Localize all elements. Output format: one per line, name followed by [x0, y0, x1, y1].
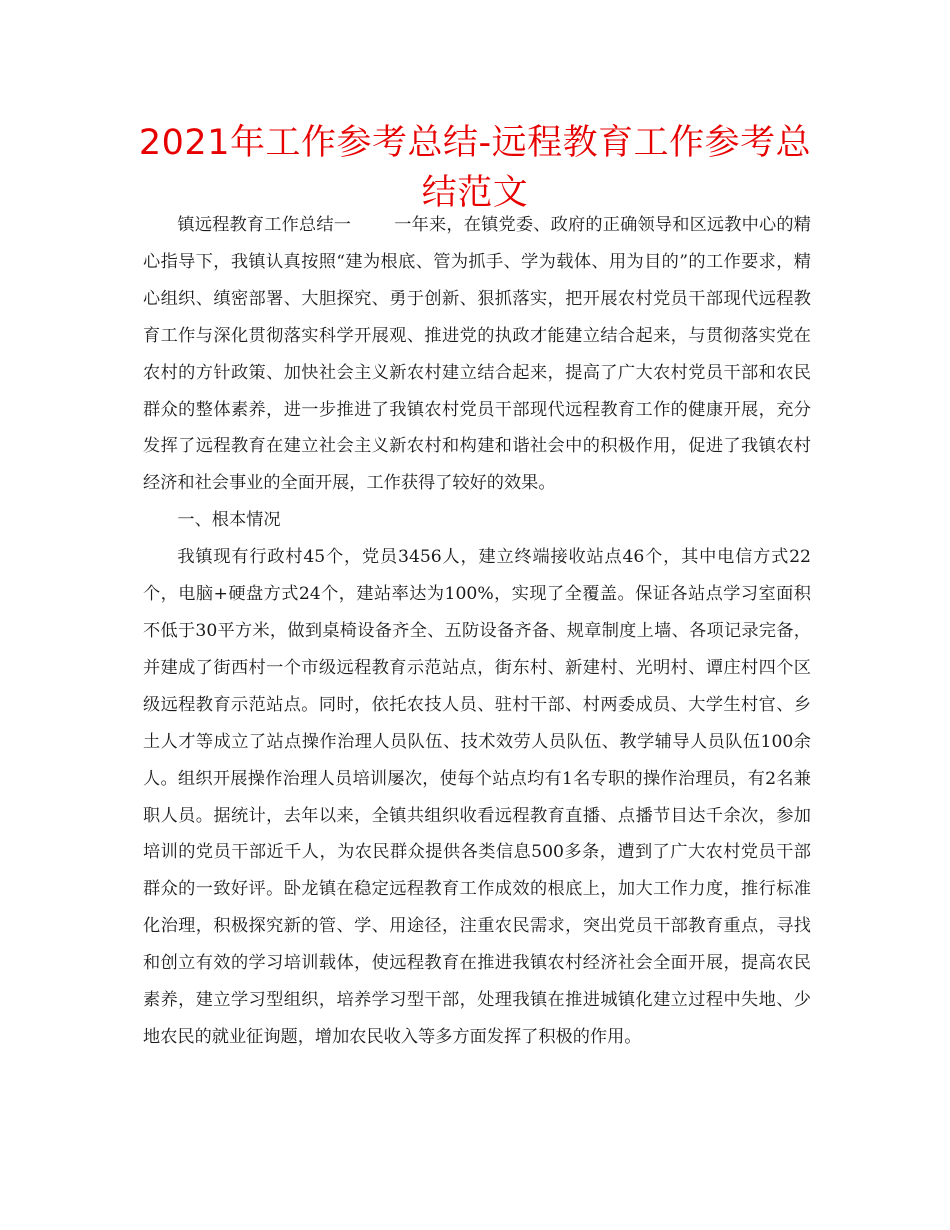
intro-paragraph [143, 207, 811, 502]
section-heading: 一、根本情况 [177, 510, 281, 531]
section-paragraph: 我镇现有行政村45个，党员3456人，建立终端接收站点46个，其中电信方式22个，电脑+硬盘方式24个，建站率达为100%，实现了全覆盖。保证各站点学习室面积不低于30平方米，做到桌椅设备齐全、五防设备齐备、规章制度上墙、各项记录完备，并建成了街西村一个市级远程教育示范站点，街东村、新建村、光明村、谭庄村四个区级远程教育示范站点。同时，依托农技人员、驻村干部、村两委成员、大学生村官、乡土人才等成立了站点操作治理人员队伍、技术效劳人员队伍、教学辅导人员队伍100余人。组织开展操作治理人员培训屡次，使每个站点均有1名专职的操作治理员，有2名兼职人员。据统计，去年以来，全镇共组织收看远程教育直播、点播节目达千余次，参加培训的党员干部近千人，为农民群众提供各类信息500多条，遭到了广大农村党员干部群众的一致好评。卧龙镇在稳定远程教育工作成效的根底上，加大工作力度，推行标准化治理，积极探究新的管、学、用途径，注重农民需求，突出党员干部教育重点，寻找和创立有效的学习培训载体，使远程教育在推进我镇农村经济社会全面开展，提高农民素养，建立学习型组织，培养学习型干部，处理我镇在推进城镇化建立过程中失地、少地农民的就业征询题，增加农民收入等多方面发挥了积极的作用。 [143, 547, 811, 1047]
document-body [143, 207, 811, 1056]
document-title: 2021年工作参考总结-远程教育工作参考总结范文 [138, 123, 812, 213]
intro-body: 一年来，在镇党委、政府的正确领导和区远教中心的精心指导下，我镇认真按照“建为根底、管为抓手、学为载体、用为目的”的工作要求，精心组织、缜密部署、大胆探究、勇于创新、狠抓落实，把开展农村党员干部现代远程教育工作与深化贯彻落实科学开展观、推进党的执政才能建立结合起来，与贯彻落实党在农村的方针政策、加快社会主义新农村建立结合起来，提高了广大农村党员干部和农民群众的整体素养，进一步推进了我镇农村党员干部现代远程教育工作的健康开展，充分发挥了远程教育在建立社会主义新农村和构建和谐社会中的积极作用，促进了我镇农村经济和社会事业的全面开展，工作获得了较好的效果。 [143, 215, 811, 494]
intro-lead: 镇远程教育工作总结一 [177, 215, 352, 235]
